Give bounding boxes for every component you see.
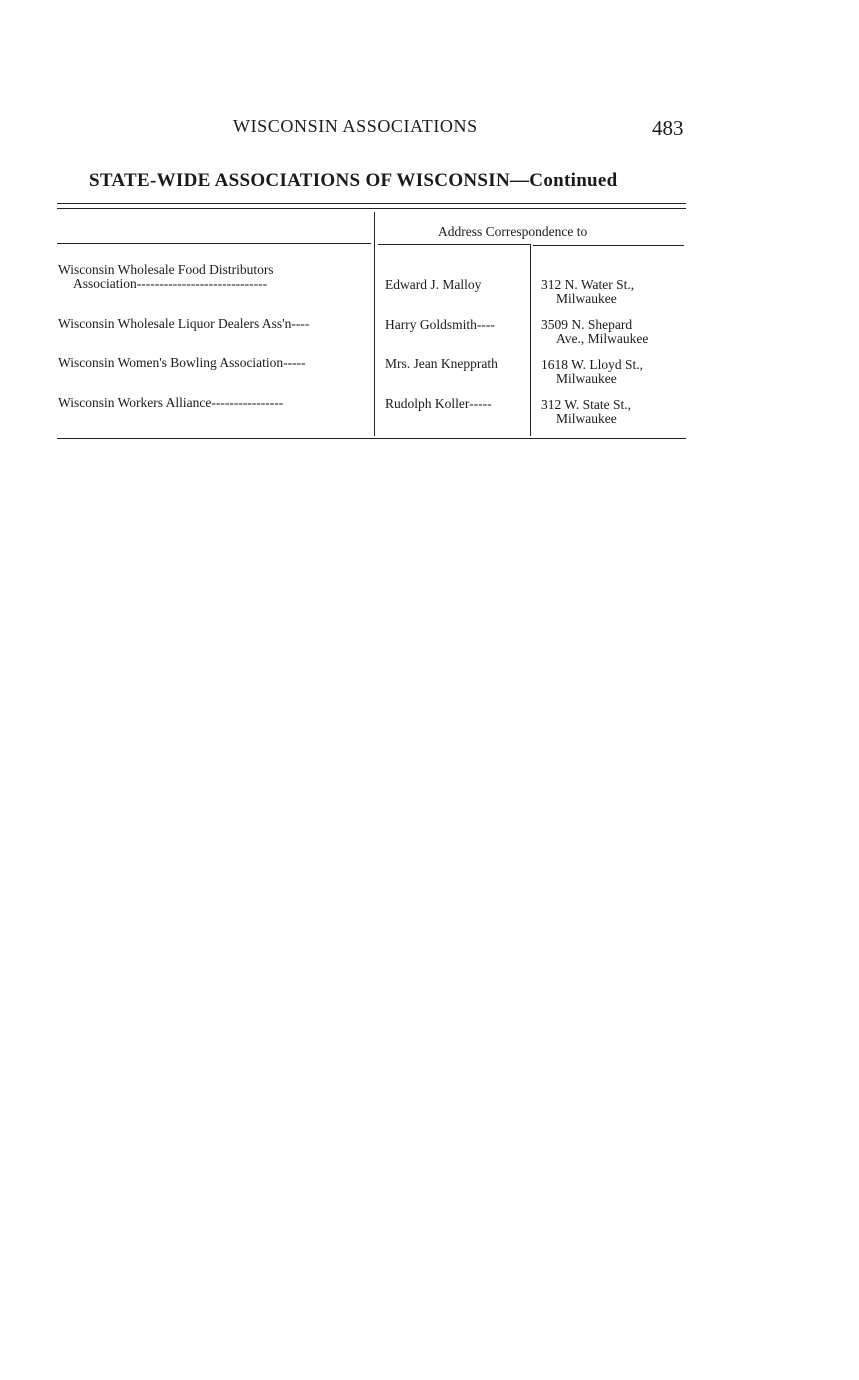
association-name: Wisconsin Workers Alliance [58,395,212,410]
address [541,398,631,426]
association-name-continued [58,277,274,291]
table-row [58,356,306,370]
column-divider-left [374,212,375,436]
association-name: Wisconsin Wholesale Food Distributors [58,262,274,277]
contact-name-text: Mrs. Jean Knepprath [385,356,498,371]
association-name-line2: Association [73,276,137,291]
dot-leader: ---- [476,317,495,332]
dot-leader: ----- [283,355,306,370]
address-line1: 312 N. Water St., [541,277,635,292]
address [541,278,634,306]
running-head: WISCONSIN ASSOCIATIONS [233,116,478,136]
dot-leader: ----------------------------- [136,276,268,291]
table-top-rule [57,203,686,204]
contact-name-text: Harry Goldsmith [385,317,477,332]
contact-name [385,357,498,371]
address-line1: 312 W. State St., [541,397,632,412]
table-bottom-rule [57,438,686,439]
address [541,318,648,346]
column-header-address-correspondence: Address Correspondence to [438,224,588,239]
address-line2: Milwaukee [556,371,617,386]
contact-name-text: Rudolph Koller [385,396,470,411]
table-row [58,317,309,331]
address [541,358,643,386]
table-top-rule-second [57,208,686,209]
address-line2: Ave., Milwaukee [556,331,649,346]
address-column-rule [533,245,684,246]
page-number: 483 [652,116,684,140]
section-title: STATE-WIDE ASSOCIATIONS OF WISCONSIN—Continued [89,170,618,191]
contact-name [385,278,481,292]
contact-name-text: Edward J. Malloy [385,277,482,292]
association-column-rule [57,243,371,244]
contact-name [385,397,492,411]
table-row [58,396,283,410]
column-divider-right [530,244,531,436]
contact-column-rule [378,244,530,245]
dot-leader: ---- [291,316,310,331]
association-name: Wisconsin Women's Bowling Association [58,355,284,370]
dot-leader: ----- [469,396,492,411]
contact-name [385,318,495,332]
address-line2: Milwaukee [556,411,617,426]
address-line1: 3509 N. Shepard [541,317,633,332]
dot-leader: ---------------- [211,395,284,410]
association-name: Wisconsin Wholesale Liquor Dealers Ass'n [58,316,292,331]
table-row [58,263,274,291]
address-line2: Milwaukee [556,291,617,306]
address-line1: 1618 W. Lloyd St., [541,357,644,372]
